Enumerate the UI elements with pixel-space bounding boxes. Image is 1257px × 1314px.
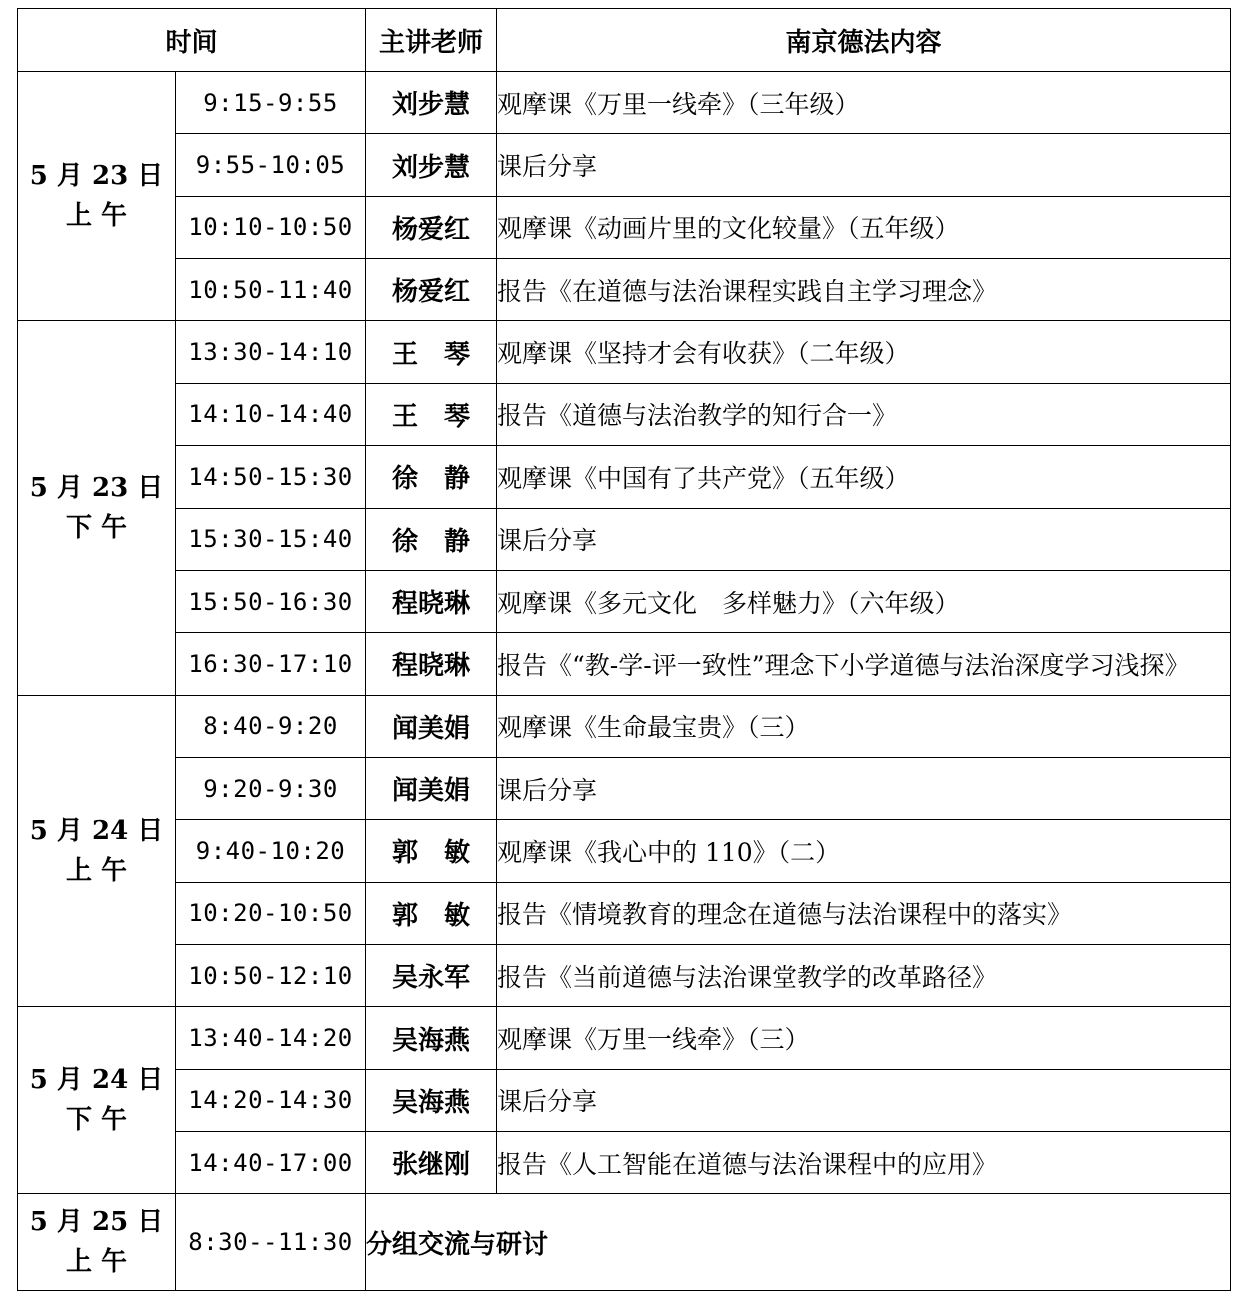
time-cell: 14:20-14:30 bbox=[176, 1069, 366, 1131]
content-cell: 观摩课《坚持才会有收获》（二年级） bbox=[497, 321, 1231, 383]
teacher-cell: 杨爱红 bbox=[366, 259, 497, 321]
table-row bbox=[18, 1132, 1231, 1194]
header-content: 南京德法内容 bbox=[497, 9, 1231, 72]
teacher-cell: 徐 静 bbox=[366, 508, 497, 570]
table-row bbox=[18, 1007, 1231, 1069]
table-row bbox=[18, 1194, 1231, 1291]
table-row bbox=[18, 695, 1231, 757]
time-cell: 13:40-14:20 bbox=[176, 1007, 366, 1069]
schedule-body bbox=[18, 72, 1231, 1291]
content-cell: 课后分享 bbox=[497, 508, 1231, 570]
period-label: 上 午 bbox=[65, 1247, 128, 1278]
content-cell: 报告《人工智能在道德与法治课程中的应用》 bbox=[497, 1132, 1231, 1194]
content-cell: 课后分享 bbox=[497, 1069, 1231, 1131]
table-row bbox=[18, 259, 1231, 321]
teacher-cell: 杨爱红 bbox=[366, 196, 497, 258]
content-cell: 报告《“教-学-评一致性”理念下小学道德与法治深度学习浅探》 bbox=[497, 633, 1231, 695]
content-cell: 报告《情境教育的理念在道德与法治课程中的落实》 bbox=[497, 882, 1231, 944]
content-cell: 报告《当前道德与法治课堂教学的改革路径》 bbox=[497, 945, 1231, 1007]
time-cell: 15:30-15:40 bbox=[176, 508, 366, 570]
time-cell: 9:40-10:20 bbox=[176, 820, 366, 882]
time-cell: 9:15-9:55 bbox=[176, 72, 366, 134]
table-row bbox=[18, 1069, 1231, 1131]
content-cell: 报告《在道德与法治课程实践自主学习理念》 bbox=[497, 259, 1231, 321]
time-cell: 10:50-11:40 bbox=[176, 259, 366, 321]
table-row bbox=[18, 820, 1231, 882]
table-row bbox=[18, 196, 1231, 258]
time-cell: 10:10-10:50 bbox=[176, 196, 366, 258]
teacher-cell: 徐 静 bbox=[366, 446, 497, 508]
date-label: 5 月 24 日 bbox=[29, 1065, 164, 1096]
table-row bbox=[18, 508, 1231, 570]
period-label: 下 午 bbox=[65, 513, 128, 544]
date-label: 5 月 25 日 bbox=[29, 1207, 164, 1238]
table-row bbox=[18, 446, 1231, 508]
table-row bbox=[18, 945, 1231, 1007]
content-cell: 课后分享 bbox=[497, 757, 1231, 819]
teacher-cell: 郭 敏 bbox=[366, 820, 497, 882]
teacher-cell: 王 琴 bbox=[366, 383, 497, 445]
teacher-cell: 程晓琳 bbox=[366, 633, 497, 695]
time-cell: 15:50-16:30 bbox=[176, 570, 366, 632]
teacher-cell: 郭 敏 bbox=[366, 882, 497, 944]
teacher-cell: 闻美娟 bbox=[366, 757, 497, 819]
time-cell: 8:30--11:30 bbox=[176, 1194, 366, 1291]
time-cell: 10:50-12:10 bbox=[176, 945, 366, 1007]
header-teacher: 主讲老师 bbox=[366, 9, 497, 72]
teacher-cell: 吴海燕 bbox=[366, 1007, 497, 1069]
period-label: 上 午 bbox=[65, 855, 128, 886]
content-cell: 观摩课《生命最宝贵》（三） bbox=[497, 695, 1231, 757]
teacher-cell: 刘步慧 bbox=[366, 72, 497, 134]
table-row bbox=[18, 72, 1231, 134]
content-cell: 观摩课《动画片里的文化较量》（五年级） bbox=[497, 196, 1231, 258]
content-cell: 观摩课《中国有了共产党》（五年级） bbox=[497, 446, 1231, 508]
table-row bbox=[18, 134, 1231, 196]
date-cell bbox=[18, 321, 176, 695]
content-cell: 观摩课《我心中的 110》（二） bbox=[497, 820, 1231, 882]
date-label: 5 月 23 日 bbox=[29, 161, 164, 192]
time-cell: 14:10-14:40 bbox=[176, 383, 366, 445]
content-cell: 观摩课《万里一线牵》（三年级） bbox=[497, 72, 1231, 134]
time-cell: 9:55-10:05 bbox=[176, 134, 366, 196]
table-row bbox=[18, 570, 1231, 632]
teacher-cell: 张继刚 bbox=[366, 1132, 497, 1194]
teacher-cell: 闻美娟 bbox=[366, 695, 497, 757]
time-cell: 13:30-14:10 bbox=[176, 321, 366, 383]
period-label: 下 午 bbox=[65, 1105, 128, 1136]
date-label: 5 月 24 日 bbox=[29, 815, 164, 846]
teacher-cell: 刘步慧 bbox=[366, 134, 497, 196]
teacher-cell: 程晓琳 bbox=[366, 570, 497, 632]
content-cell: 观摩课《万里一线牵》（三） bbox=[497, 1007, 1231, 1069]
table-row bbox=[18, 321, 1231, 383]
schedule-table bbox=[17, 8, 1231, 1291]
table-row bbox=[18, 757, 1231, 819]
header-time: 时间 bbox=[18, 9, 366, 72]
teacher-cell: 吴永军 bbox=[366, 945, 497, 1007]
table-row bbox=[18, 383, 1231, 445]
header-row bbox=[18, 9, 1231, 72]
group-discussion-cell: 分组交流与研讨 bbox=[366, 1194, 1231, 1291]
time-cell: 14:40-17:00 bbox=[176, 1132, 366, 1194]
date-cell bbox=[18, 1007, 176, 1194]
date-cell bbox=[18, 1194, 176, 1291]
time-cell: 14:50-15:30 bbox=[176, 446, 366, 508]
teacher-cell: 吴海燕 bbox=[366, 1069, 497, 1131]
time-cell: 9:20-9:30 bbox=[176, 757, 366, 819]
teacher-cell: 王 琴 bbox=[366, 321, 497, 383]
time-cell: 16:30-17:10 bbox=[176, 633, 366, 695]
time-cell: 8:40-9:20 bbox=[176, 695, 366, 757]
content-cell: 课后分享 bbox=[497, 134, 1231, 196]
content-cell: 观摩课《多元文化 多样魅力》（六年级） bbox=[497, 570, 1231, 632]
date-cell bbox=[18, 72, 176, 321]
date-cell bbox=[18, 695, 176, 1007]
time-cell: 10:20-10:50 bbox=[176, 882, 366, 944]
table-row bbox=[18, 633, 1231, 695]
table-row bbox=[18, 882, 1231, 944]
content-cell: 报告《道德与法治教学的知行合一》 bbox=[497, 383, 1231, 445]
period-label: 上 午 bbox=[65, 201, 128, 232]
date-label: 5 月 23 日 bbox=[29, 473, 164, 504]
